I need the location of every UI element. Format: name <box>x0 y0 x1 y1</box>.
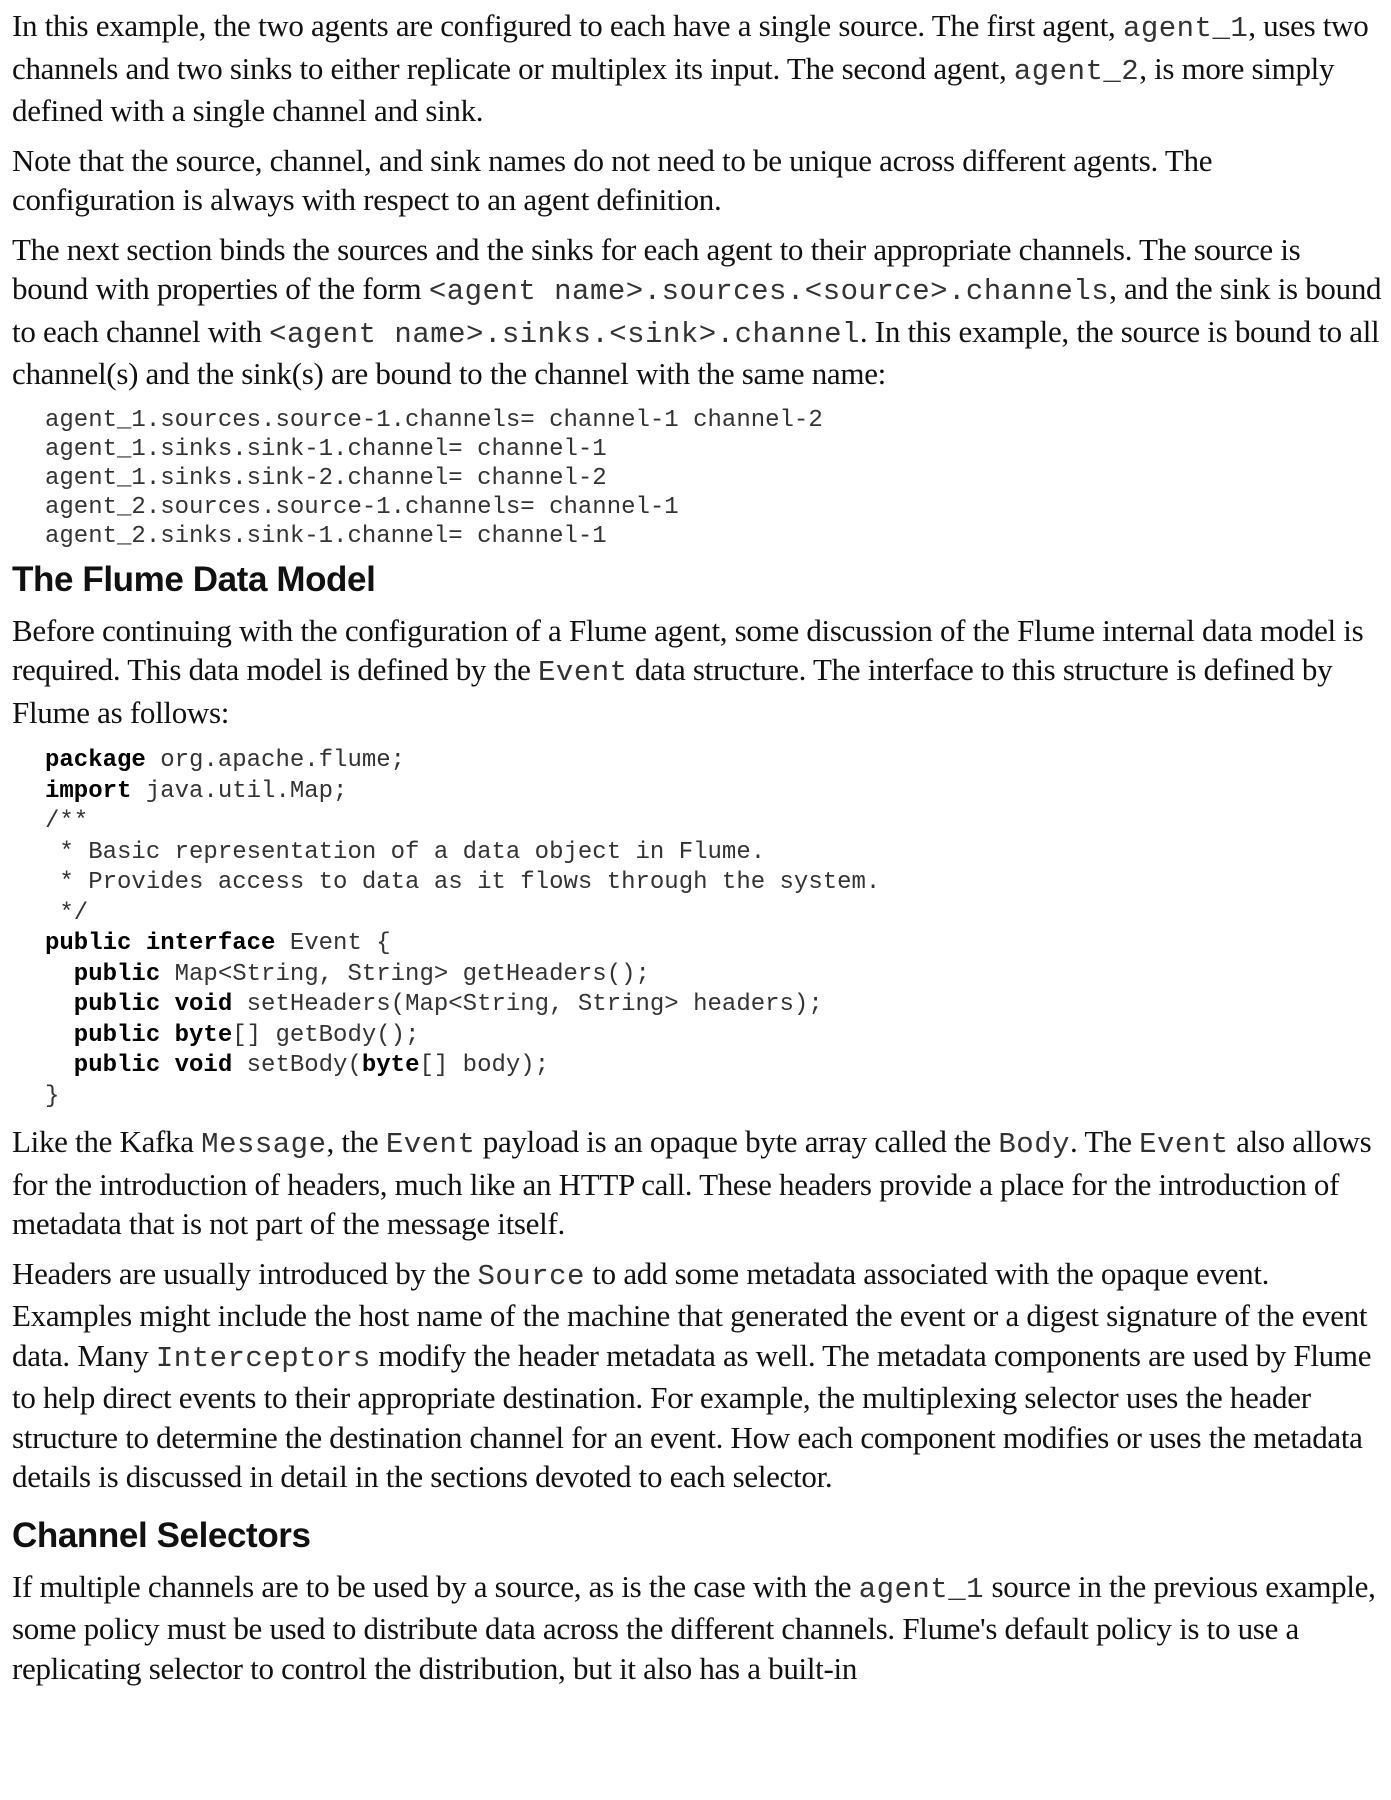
java-code-block <box>12 746 1382 1112</box>
keyword: public void <box>45 991 233 1018</box>
channel-selectors-paragraph-1 <box>12 1567 1382 1689</box>
text: , and the sink is bound to each channel with <box>12 271 1382 349</box>
text: modify the header metadata as well. The metadata components are used by Flume to help direct events to their appropriate destination. For example, the multiplexing selector uses the header structure to determine the destination channel for an event. How each component modifies or uses the metadata details is discussed in detail in the sections devoted to each selector. <box>12 1337 1372 1494</box>
code-line <box>45 1051 1382 1082</box>
code-line: agent_2.sinks.sink-1.channel= channel-1 <box>45 522 607 550</box>
inline-code: Event <box>385 1128 476 1161</box>
inline-code: Message <box>201 1128 327 1161</box>
data-model-paragraph-2 <box>12 1122 1382 1244</box>
inline-code: Event <box>1139 1128 1229 1161</box>
intro-paragraph-3 <box>12 230 1382 394</box>
code-line <box>45 1021 1382 1052</box>
text: , uses two channels and two sinks to either replicate or multiplex its input. The second agent, <box>12 8 1369 86</box>
code-text: Map<String, String> getHeaders(); <box>160 960 650 988</box>
code-text: setHeaders(Map<String, String> headers); <box>232 991 823 1018</box>
code-line <box>45 746 1382 777</box>
inline-code: agent_1 <box>1122 12 1249 45</box>
section-heading-data-model: The Flume Data Model <box>12 559 376 599</box>
code-line <box>45 990 1382 1021</box>
keyword: package <box>45 747 146 774</box>
inline-code: Source <box>477 1259 585 1293</box>
document-page <box>12 6 1382 1698</box>
inline-code: <agent name>.sources.<source>.channels <box>428 275 1110 308</box>
inline-code: agent_1 <box>858 1572 985 1606</box>
text: . The <box>1070 1124 1140 1159</box>
code-comment: */ <box>45 899 89 927</box>
intro-paragraph-1 <box>12 6 1382 131</box>
keyword: public byte <box>45 1021 233 1049</box>
code-text: setBody( <box>232 1052 362 1079</box>
intro-paragraph-2: Note that the source, channel, and sink names do not need to be unique across different agents. The configuration is always with respect to an agent definition. <box>12 142 1213 217</box>
keyword: public interface <box>45 930 276 957</box>
code-text: [] getBody(); <box>232 1021 420 1049</box>
text: Before continuing with the configuration of a Flume agent, some discussion of the Flume internal data model is required. This data model is defined by the <box>12 612 1364 687</box>
inline-code: Interceptors <box>155 1341 371 1375</box>
inline-code: <agent name>.sinks.<sink>.channel <box>269 317 860 351</box>
text: source in the previous example, some policy must be used to distribute data across the different channels. Flume's default policy is to use a replicating selector to control the distribution, but it also has a built-in <box>12 1568 1376 1686</box>
code-text: org.apache.flume; <box>145 747 406 774</box>
code-text: Event { <box>275 930 391 957</box>
text: . In this example, the source is bound to all channel(s) and the sink(s) are bound to the channel with the same name: <box>12 313 1380 391</box>
code-comment: * Provides access to data as it flows through the system. <box>45 869 881 896</box>
code-comment: /** <box>45 808 89 835</box>
text: The next section binds the sources and the sinks for each agent to their appropriate channels. The source is bound with properties of the form <box>12 231 1301 306</box>
text: Like the Kafka <box>12 1124 202 1159</box>
section-heading-channel-selectors: Channel Selectors <box>12 1515 311 1555</box>
text: Headers are usually introduced by the <box>12 1255 478 1291</box>
data-model-paragraph-1 <box>12 611 1382 733</box>
data-model-paragraph-3 <box>12 1254 1382 1497</box>
text: data structure. The interface to this structure is defined by Flume as follows: <box>12 652 1333 730</box>
keyword: public void <box>45 1052 233 1079</box>
code-line <box>45 960 1382 991</box>
inline-code: agent_2 <box>1013 54 1140 88</box>
text: also allows for the introduction of headers, much like an HTTP call. These headers provide a place for the introduction of metadata that is not part of the message itself. <box>12 1124 1372 1241</box>
code-text: java.util.Map; <box>131 777 348 805</box>
config-code-block <box>12 406 1382 551</box>
code-text: [] body); <box>419 1052 550 1079</box>
code-line: agent_2.sources.source-1.channels= channel-1 <box>45 493 679 521</box>
text: , the <box>326 1124 386 1159</box>
text: If multiple channels are to be used by a source, as is the case with the <box>12 1568 859 1604</box>
inline-code: Body <box>998 1128 1071 1161</box>
code-line <box>45 929 1382 960</box>
keyword: public <box>45 960 161 988</box>
code-line: agent_1.sinks.sink-1.channel= channel-1 <box>45 435 607 463</box>
code-line <box>45 777 1382 808</box>
code-line: } <box>45 1082 60 1110</box>
code-line: agent_1.sources.source-1.channels= channel-1 channel-2 <box>45 406 823 434</box>
keyword: byte <box>361 1052 420 1079</box>
text: payload is an opaque byte array called the <box>475 1124 999 1159</box>
keyword: import <box>45 777 132 805</box>
text: , is more simply defined with a single channel and sink. <box>12 50 1335 128</box>
text: to add some metadata associated with the opaque event. Examples might include the host name of the machine that generated the event or a digest signature of the event data. Many <box>12 1255 1368 1373</box>
inline-code: Event <box>538 656 628 689</box>
code-comment: * Basic representation of a data object in Flume. <box>45 838 766 866</box>
text: In this example, the two agents are configured to each have a single source. The first agent, <box>12 8 1123 43</box>
code-line: agent_1.sinks.sink-2.channel= channel-2 <box>45 464 607 492</box>
